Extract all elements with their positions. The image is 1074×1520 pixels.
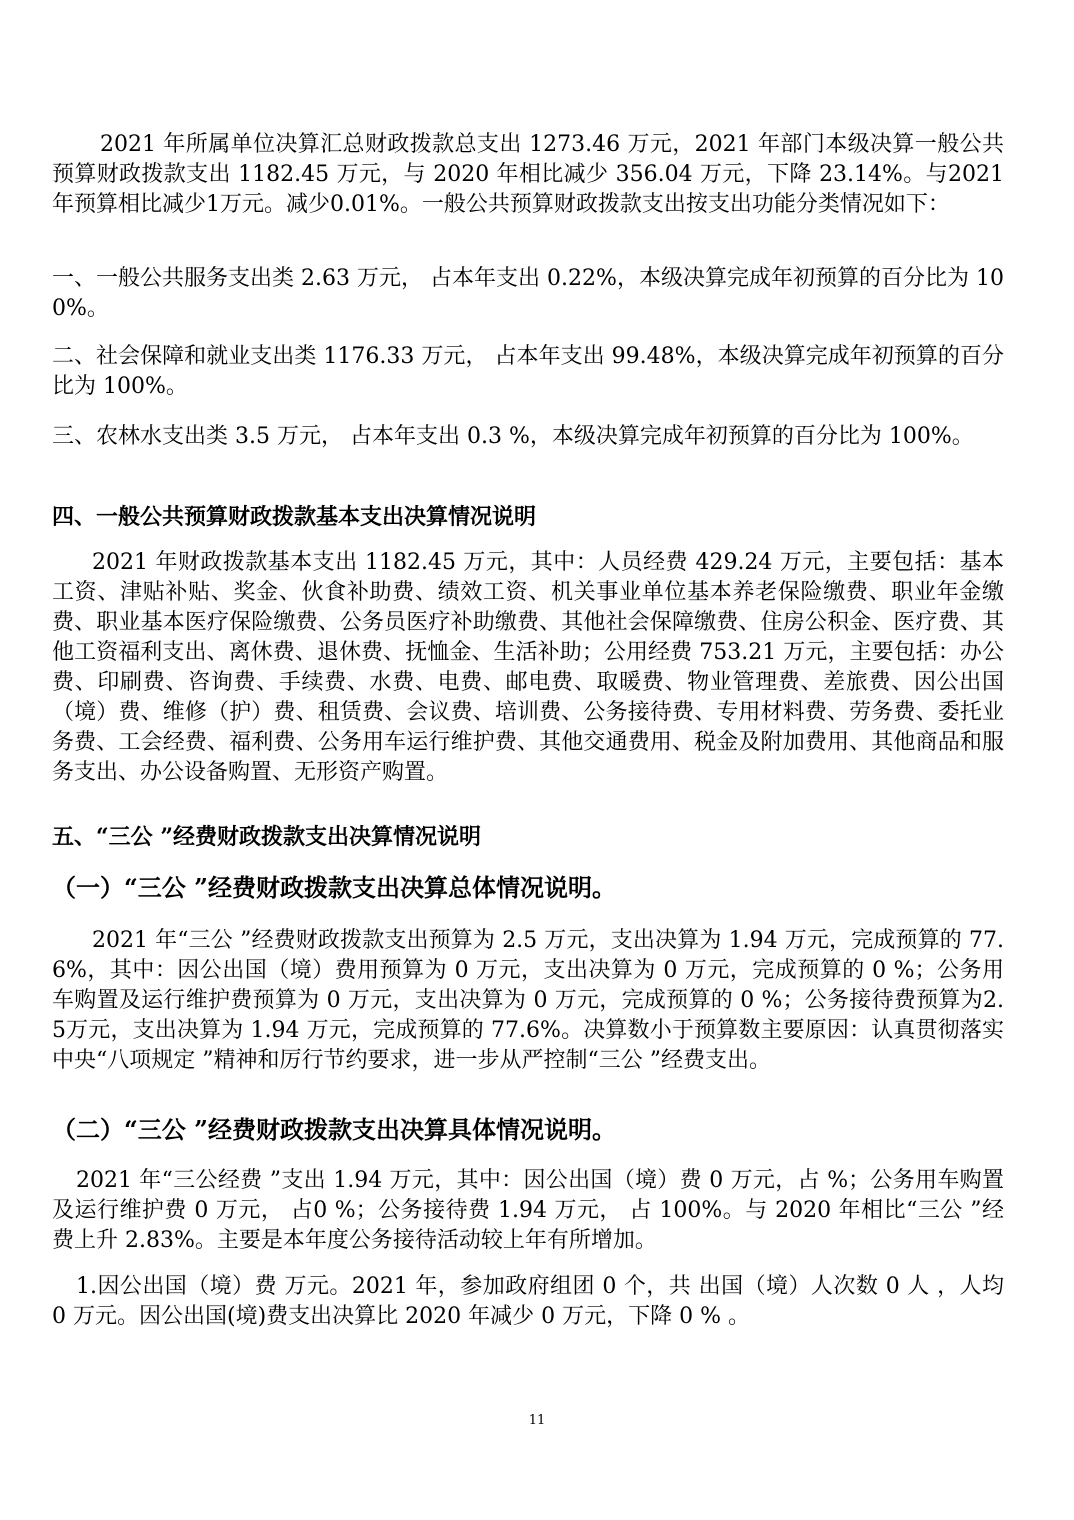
expenditure-item-3: 三、农林水支出类 3.5 万元， 占本年支出 0.3 %，本级决算完成年初预算的百分比为 100%。: [52, 424, 974, 449]
subsection-1-heading: （一）“三公 ”经费财政拨款支出决算总体情况说明。: [52, 873, 616, 902]
subsection-2-body: 2021 年“三公经费 ”支出 1.94 万元，其中：因公出国（境）费 0 万元，占 %；公务用车购置及运行维护费 0 万元， 占0 %；公务接待费 1.94 万元， 占 100%。与 2020 年相比“三公 ”经费上升 2.83%。主要是本年度公务接待活动较上年有所增加。: [52, 1168, 1004, 1253]
section-4-body: 2021 年财政拨款基本支出 1182.45 万元，其中：人员经费 429.24 万元，主要包括：基本工资、津贴补贴、奖金、伙食补助费、绩效工资、机关事业单位基本养老保险缴费、职业年金缴费、职业基本医疗保险缴费、公务员医疗补助缴费、其他社会保障缴费、住房公积金、医疗费、其他工资福利支出、离休费、退休费、抚恤金、生活补助；公用经费 753.21 万元，主要包括：办公费、印刷费、咨询费、手续费、水费、电费、邮电费、取暖费、物业管理费、差旅费、因公出国（境）费、维修（护）费、租赁费、会议费、培训费、公务接待费、专用材料费、劳务费、委托业务费、工会经费、福利费、公务用车运行维护费、其他交通费用、税金及附加费用、其他商品和服务支出、办公设备购置、无形资产购置。: [52, 550, 1004, 785]
section-4-heading: 四、一般公共预算财政拨款基本支出决算情况说明: [52, 504, 537, 530]
subsection-1-body: 2021 年“三公 ”经费财政拨款支出预算为 2.5 万元，支出决算为 1.94 万元，完成预算的 77.6%，其中：因公出国（境）费用预算为 0 万元，支出决算为 0 万元，完成预算的 0 %；公务用车购置及运行维护费预算为 0 万元，支出决算为 0 万元，完成预算的 0 %；公务接待费预算为2.5万元，支出决算为 1.94 万元，完成预算的 77.6%。决算数小于预算数主要原因：认真贯彻落实中央“八项规定 ”精神和厉行节约要求，进一步从严控制“三公 ”经费支出。: [52, 928, 1004, 1073]
page-number: 11: [528, 1413, 546, 1428]
section-5-heading: 五、“三公 ”经费财政拨款支出决算情况说明: [52, 824, 481, 850]
subsection-2-heading: （二）“三公 ”经费财政拨款支出决算具体情况说明。: [52, 1115, 616, 1144]
expenditure-item-2: 二、社会保障和就业支出类 1176.33 万元， 占本年支出 99.48%，本级决算完成年初预算的百分比为 100%。: [52, 344, 1004, 399]
expenditure-item-1: 一、一般公共服务支出类 2.63 万元， 占本年支出 0.22%，本级决算完成年初预算的百分比为 100%。: [52, 266, 1004, 321]
intro-paragraph: 2021 年所属单位决算汇总财政拨款总支出 1273.46 万元，2021 年部门本级决算一般公共预算财政拨款支出 1182.45 万元，与 2020 年相比减少 356.04 万元，下降 23.14%。与2021年预算相比减少1万元。减少0.01%。一般公共预算财政拨款支出按支出功能分类情况如下：: [52, 132, 1004, 217]
subsection-2-item-1: 1.因公出国（境）费 万元。2021 年，参加政府组团 0 个，共 出国（境）人次数 0 人 ，人均 0 万元。因公出国(境)费支出决算比 2020 年减少 0 万元，下降 0 % 。: [52, 1274, 1004, 1329]
